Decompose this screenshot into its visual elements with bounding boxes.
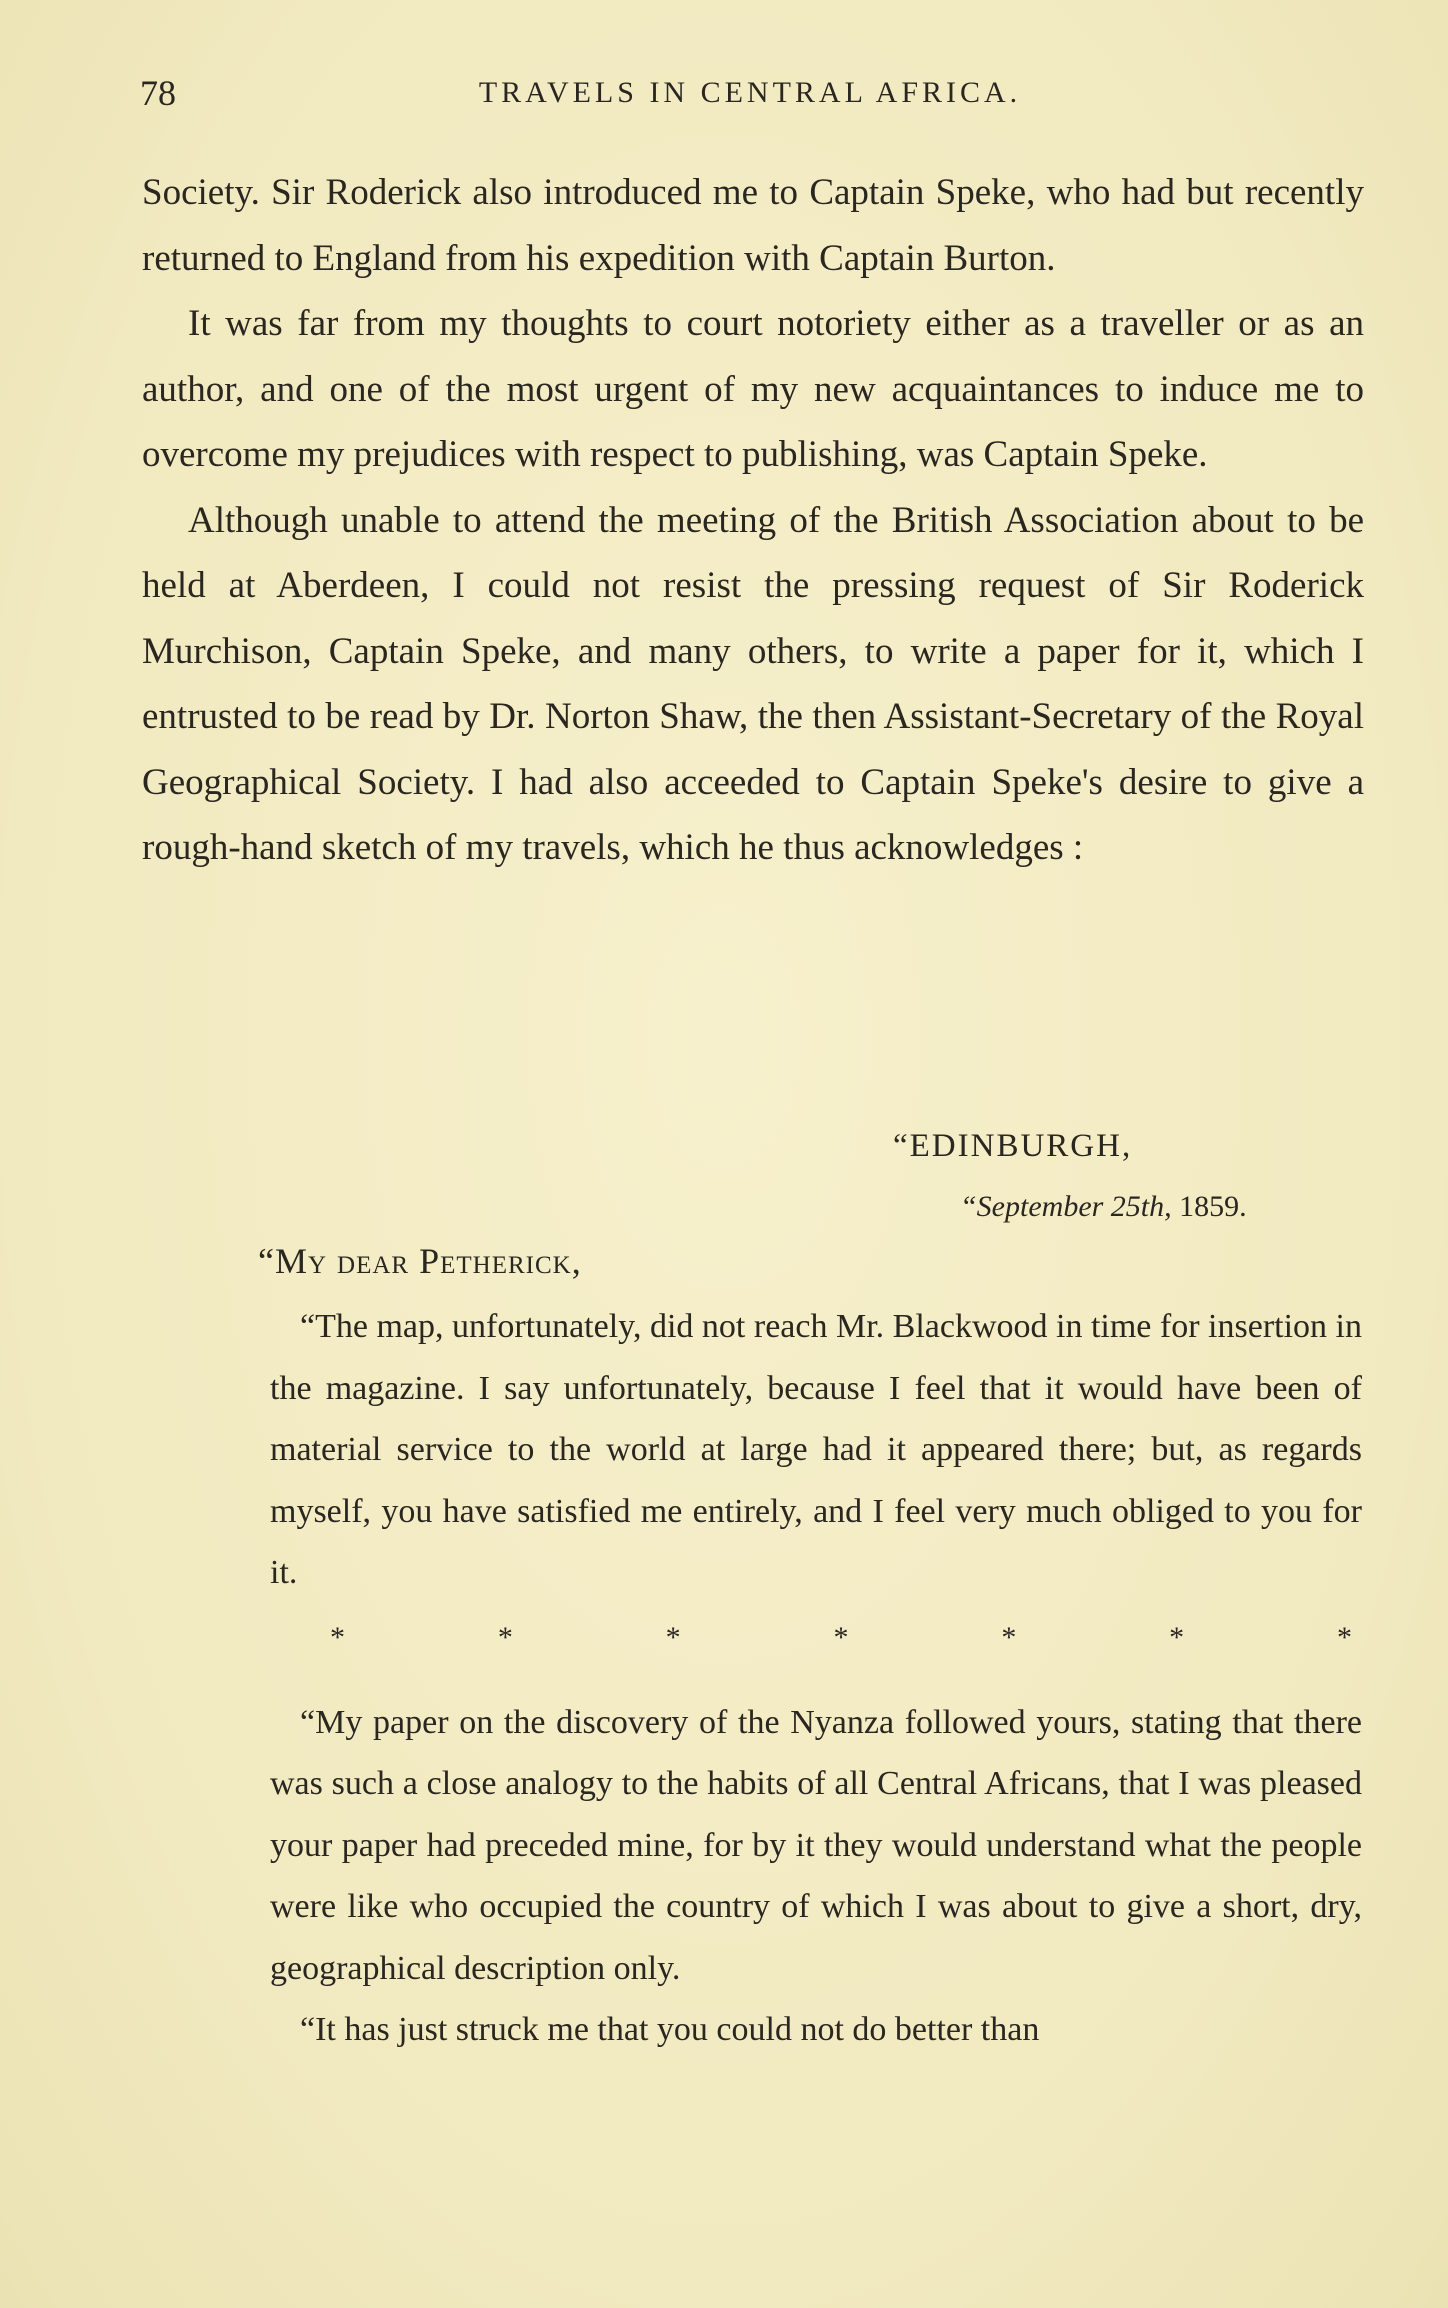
- paragraph: Although unable to attend the meeting of the British Association about to be held at Aberdeen, I could not resist the pressing request of Sir Roderick Murchison, Captain Speke, and many others, to write a paper for it, which I entrusted to be read by Dr. Norton Shaw, the then Assistant-Secretary of the Royal Geographical Society. I had also acceeded to Captain Speke's desire to give a rough-hand sketch of my travels, which he thus acknowledges :: [142, 499, 1364, 868]
- letter-place: “EDINBURGH,: [893, 1128, 1133, 1164]
- main-text: [142, 160, 1364, 881]
- ellipsis-stars: [270, 1606, 1362, 1670]
- running-head: TRAVELS IN CENTRAL AFRICA.: [478, 76, 1022, 109]
- paragraph: Society. Sir Roderick also introduced me to Captain Speke, who had but recently returned to England from his expedition with Captain Burton.: [142, 172, 1364, 279]
- letter-date-year: 1859.: [1171, 1190, 1247, 1223]
- letter-paragraph: “It has just struck me that you could not do better than: [300, 2011, 1040, 2048]
- page-header: [140, 72, 1360, 122]
- star-mark: *: [330, 1620, 345, 1654]
- letter-paragraph: “My paper on the discovery of the Nyanza followed yours, stating that there was such a close analogy to the habits of all Central Africans, that I was pleased your paper had preceded mine, for by it they would understand what the people were like who occupied the country of which I was about to give a short, dry, geographical description only.: [270, 1703, 1362, 1987]
- star-mark: *: [665, 1620, 681, 1654]
- letter-date-month: “September 25th,: [960, 1190, 1172, 1223]
- letter-body: [270, 1296, 1362, 2061]
- page-number: 78: [140, 73, 176, 113]
- star-mark: *: [833, 1620, 849, 1654]
- letter-paragraph: “The map, unfortunately, did not reach Mr. Blackwood in time for insertion in the magazine. I say unfortunately, because I feel that it would have been of material service to the world at large had it appeared there; but, as regards myself, you have satisfied me entirely, and I feel very much obliged to you for it.: [270, 1308, 1362, 1591]
- star-mark: *: [1169, 1620, 1185, 1654]
- star-mark: *: [497, 1620, 513, 1654]
- letter-date: [960, 1190, 1247, 1224]
- star-mark: *: [1001, 1620, 1017, 1654]
- paragraph: It was far from my thoughts to court notoriety either as a traveller or as an author, and one of the most urgent of my new acquaintances to induce me to overcome my prejudices with respect to publishing, was Captain Speke.: [142, 303, 1364, 475]
- letter-salutation: “My dear Petherick,: [258, 1241, 582, 1281]
- star-mark: *: [1336, 1620, 1352, 1654]
